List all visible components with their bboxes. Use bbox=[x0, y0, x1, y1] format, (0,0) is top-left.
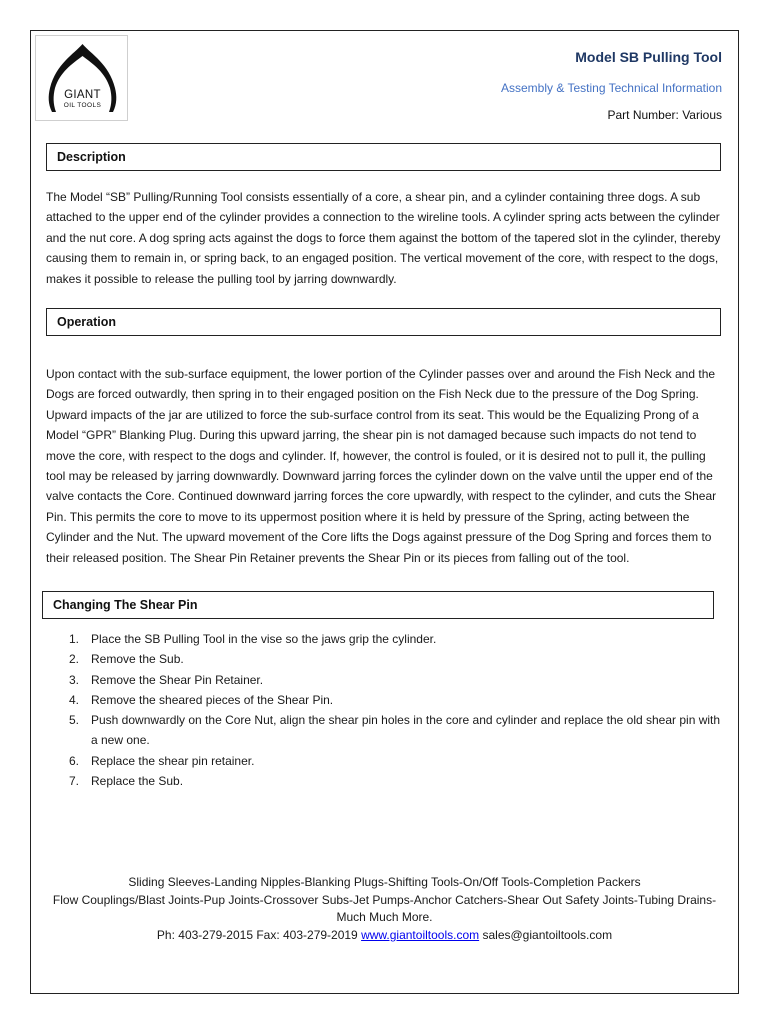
operation-heading: Operation bbox=[46, 308, 721, 336]
part-number: Part Number: Various bbox=[607, 108, 722, 122]
document-subtitle: Assembly & Testing Technical Information bbox=[501, 81, 722, 95]
logo-subname: OIL TOOLS bbox=[63, 102, 102, 109]
step-item: 2. Remove the Sub. bbox=[69, 652, 184, 667]
step-item: 1. Place the SB Pulling Tool in the vise so the jaws grip the cylinder. bbox=[69, 632, 437, 646]
footer-contact bbox=[31, 927, 738, 945]
step-item: 7. Replace the Sub. bbox=[69, 774, 184, 789]
footer-products-line3: Much Much More. bbox=[336, 910, 433, 925]
shear-pin-steps bbox=[69, 629, 729, 791]
step-item: 3. Remove the Shear Pin Retainer. bbox=[69, 672, 264, 687]
operation-text: Upon contact with the sub-surface equipment, the lower portion of the Cylinder passes over and around the Fish Neck and the Dogs are forced outwardly, then spring in to their engaged position on the Fish Neck due to the pressure of the Dog Spring. Upward impacts of the jar are utilized to force the sub-surface control from its seat. This would be the Equalizing Prong of a Model “GPR” Blanking Plug. During this upward jarring, the shear pin is not damaged because such impacts do not tend to move the core, with respect to the dogs and cylinder. If, however, the control is fouled, or it is desired not to pull it, the pulling tool may be released by jarring downwardly. Downward jarring forces the cylinder down on the valve until the upper end of the valve contacts the Core. Continued downward jarring forces the core upwardly, with respect to the cylinder, and cuts the Shear Pin. This permits the core to move to its uppermost position where it is held by pressure of the Spring, acting between the Cylinder and the Nut. The upward movement of the Core lifts the Dogs against pressure of the Dog Spring and forces them to their released position. The Shear Pin Retainer prevents the Shear Pin or its pieces from falling out of the tool. bbox=[46, 367, 717, 565]
footer-products-line2: Flow Couplings/Blast Joints-Pup Joints-Crossover Subs-Jet Pumps-Anchor Catchers-Shear Out Safety Joints-Tubing Drains- bbox=[52, 892, 717, 907]
phone-fax: Ph: 403-279-2015 Fax: 403-279-2019 bbox=[156, 927, 358, 942]
document-page bbox=[30, 30, 739, 994]
description-heading: Description bbox=[46, 143, 721, 171]
document-title: Model SB Pulling Tool bbox=[575, 49, 722, 65]
company-logo bbox=[35, 35, 128, 121]
footer-products-line1: Sliding Sleeves-Landing Nipples-Blanking Plugs-Shifting Tools-On/Off Tools-Completion Packers bbox=[128, 875, 641, 889]
email-address[interactable]: sales@giantoiltools.com bbox=[482, 927, 613, 942]
description-text: The Model “SB” Pulling/Running Tool consists essentially of a core, a shear pin, and a cylinder containing three dogs. A sub attached to the upper end of the cylinder provides a connection to the wireline tools. A cylinder spring acts between the cylinder and the nut core. A dog spring acts against the dogs to force them against the bottom of the tapered slot in the cylinder, thereby causing them to remain in, or spring back, to an engaged position. The vertical movement of the core, with respect to the dogs, makes it possible to release the pulling tool by jarring downwardly. bbox=[46, 190, 721, 286]
logo-name: GIANT bbox=[64, 89, 101, 101]
website-link[interactable]: www.giantoiltools.com bbox=[361, 927, 480, 942]
step-item: 5. Push downwardly on the Core Nut, align the shear pin holes in the core and cylinder and replace the old shear pin with a new one. bbox=[69, 713, 721, 748]
step-item: 4. Remove the sheared pieces of the Shear Pin. bbox=[69, 692, 334, 707]
flame-arch-icon bbox=[36, 36, 129, 122]
shear-pin-heading: Changing The Shear Pin bbox=[42, 591, 714, 619]
step-item: 6. Replace the shear pin retainer. bbox=[69, 753, 255, 768]
footer bbox=[31, 874, 738, 944]
